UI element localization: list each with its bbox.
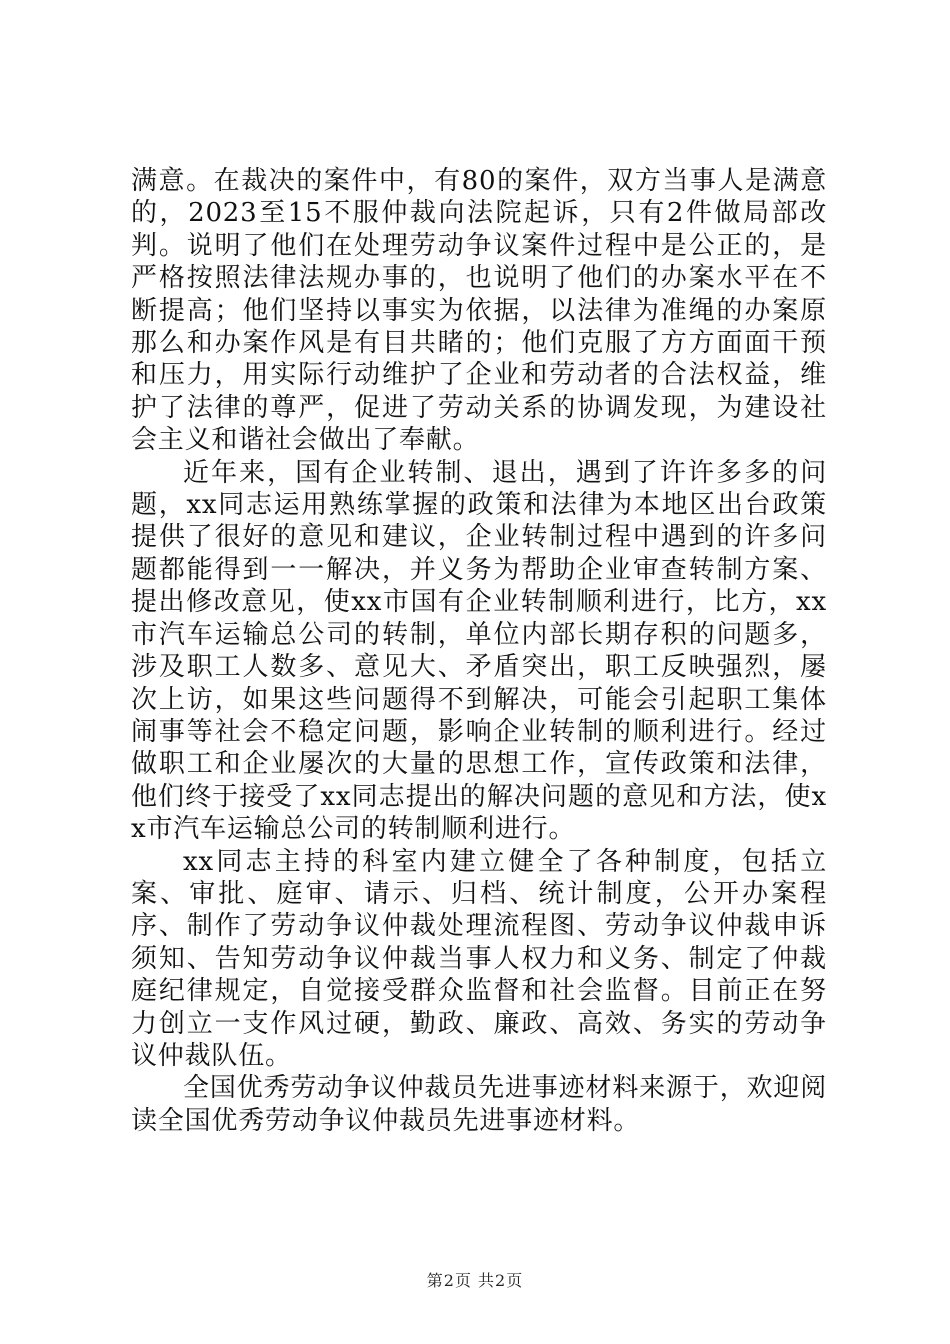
paragraph-continuation: 满意。在裁决的案件中，有80的案件，双方当事人是满意的，2023至15不服仲裁向法院起诉，只有2件做局部改判。说明了他们在处理劳动争议案件过程中是公正的，是严格按照法律法规办事的，也说明了他们的办案水平在不断提高；他们坚持以事实为依据，以法律为准绳的办案原那么和办案作风是有目共睹的；他们克服了方方面面干预和压力，用实际行动维护了企业和劳动者的合法权益，维护了法律的尊严，促进了劳动关系的协调发现，为建设社会主义和谐社会做出了奉献。 <box>131 166 827 456</box>
page-footer: 第2页 共2页 <box>426 1271 524 1290</box>
paragraph-enterprise-restructuring: 近年来，国有企业转制、退出，遇到了许许多多的问题，xx同志运用熟练掌握的政策和法律为本地区出台政策提供了很好的意见和建议，企业转制过程中遇到的许多问题都能得到一一解决，并义务为帮助企业审查转制方案、提出修改意见，使xx市国有企业转制顺利进行，比方，xx市汽车运输总公司的转制，单位内部长期存积的问题多，涉及职工人数多、意见大、矛盾突出，职工反映强烈，屡次上访，如果这些问题得不到解决，可能会引起职工集体闹事等社会不稳定问题，影响企业转制的顺利进行。经过做职工和企业屡次的大量的思想工作，宣传政策和法律，他们终于接受了xx同志提出的解决问题的意见和方法，使xx市汽车运输总公司的转制顺利进行。 <box>131 457 827 845</box>
paragraph-office-systems: xx同志主持的科室内建立健全了各种制度，包括立案、审批、庭审、请示、归档、统计制度，公开办案程序、制作了劳动争议仲裁处理流程图、劳动争议仲裁申诉须知、告知劳动争议仲裁当事人权力和义务、制定了仲裁庭纪律规定，自觉接受群众监督和社会监督。目前正在努力创立一支作风过硬，勤政、廉政、高效、务实的劳动争议仲裁队伍。 <box>131 846 827 1071</box>
paragraph-closing: 全国优秀劳动争议仲裁员先进事迹材料来源于，欢迎阅读全国优秀劳动争议仲裁员先进事迹材料。 <box>131 1073 827 1136</box>
body-text <box>131 165 827 1137</box>
